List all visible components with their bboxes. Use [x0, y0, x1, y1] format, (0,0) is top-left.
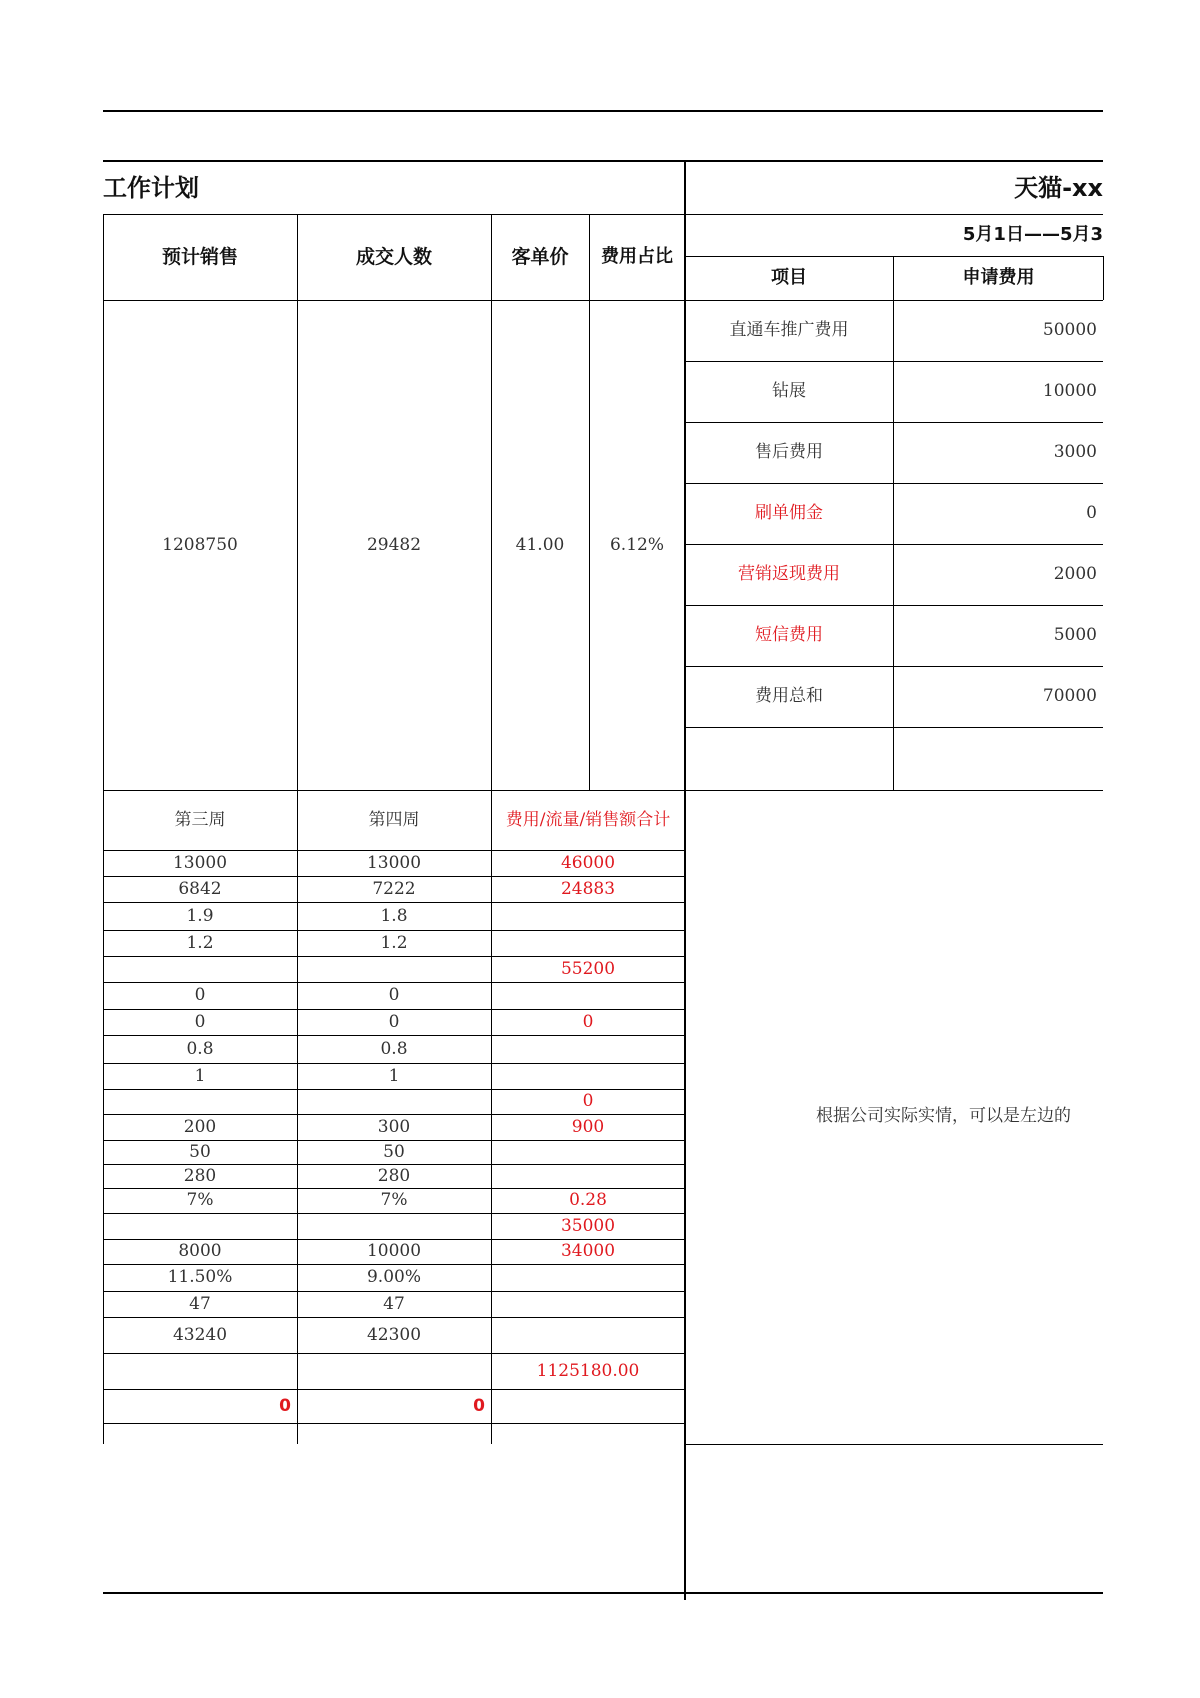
weekly-header-total: 费用/流量/销售额合计: [505, 809, 671, 830]
weekly-cell: 7222: [372, 878, 416, 899]
weekly-cell: [491, 1389, 685, 1423]
note-clip: [686, 1090, 1103, 1142]
weekly-cell: 1.8: [380, 905, 408, 926]
bottom-section-rule: [685, 1444, 1103, 1445]
date-range-clip: [686, 214, 1103, 256]
weekly-cell: [103, 1089, 297, 1114]
weekly-cell: [297, 1089, 491, 1114]
weekly-cell: [297, 956, 491, 982]
weekly-cell: 1.2: [186, 932, 214, 953]
weekly-cell: [491, 1035, 685, 1063]
header-item: 项目: [771, 267, 807, 289]
weekly-cell: 900: [571, 1116, 605, 1137]
weekly-cell: 42300: [366, 1324, 422, 1345]
weekly-cell: [297, 1213, 491, 1239]
weekly-cell: 1: [388, 1065, 400, 1086]
weekly-cell: [491, 1164, 685, 1188]
weekly-header-week4: 第四周: [368, 809, 420, 830]
cost-item-name: 费用总和: [755, 686, 823, 707]
weekly-cell: 47: [189, 1293, 211, 1314]
weekly-cell: 7%: [380, 1190, 408, 1211]
weekly-cell: 300: [377, 1116, 411, 1137]
top-rule: [103, 110, 1103, 112]
weekly-cell: [491, 1317, 685, 1353]
weekly-cell: 8000: [178, 1241, 222, 1262]
weekly-cell: 13000: [172, 852, 228, 873]
weekly-cell: 6842: [178, 878, 222, 899]
cost-item-value: 0: [1086, 503, 1097, 524]
summary-deal-count: 29482: [366, 534, 422, 555]
weekly-cell: 1125180.00: [536, 1360, 640, 1381]
weekly-cell: [491, 1291, 685, 1317]
weekly-cell: [103, 956, 297, 982]
weekly-cell: 200: [183, 1116, 217, 1137]
weekly-cell: 47: [383, 1293, 405, 1314]
weekly-cell: 9.00%: [366, 1267, 421, 1288]
weekly-cell: [491, 930, 685, 956]
cost-item-value: 70000: [1042, 686, 1097, 707]
weekly-cell: 280: [183, 1165, 217, 1186]
weekly-cell: 43240: [172, 1324, 228, 1345]
weekly-cell: 34000: [560, 1241, 616, 1262]
note-text: 根据公司实际实情，可以是左边的: [816, 1105, 1071, 1126]
weekly-cell: 0: [388, 985, 400, 1006]
weekly-cell: 50: [189, 1141, 211, 1162]
weekly-cell: [491, 1140, 685, 1164]
header-deal-count: 成交人数: [355, 245, 432, 268]
weekly-cell: 0: [194, 985, 206, 1006]
weekly-cell: 11.50%: [167, 1267, 233, 1288]
cost-item-value: 2000: [1053, 564, 1097, 585]
header-cost-ratio: 费用占比: [601, 246, 673, 268]
cost-item-name: 直通车推广费用: [729, 320, 849, 341]
weekly-cell: [491, 1264, 685, 1291]
cost-item-name: 钻展: [772, 381, 806, 402]
weekly-cell: 24883: [560, 878, 616, 899]
weekly-cell: 280: [377, 1165, 411, 1186]
cost-item-name: 售后费用: [755, 442, 823, 463]
weekly-cell: [491, 902, 685, 930]
header-requested-cost: 申请费用: [962, 267, 1035, 289]
cost-item-value: 3000: [1053, 442, 1097, 463]
store-title: 天猫-xx: [1014, 173, 1103, 202]
weekly-cell: 1.2: [380, 932, 408, 953]
weekly-header-week3: 第三周: [174, 809, 226, 830]
bottom-rule: [103, 1592, 1103, 1594]
weekly-cell: 10000: [366, 1241, 422, 1262]
weekly-cell: 0: [473, 1395, 485, 1416]
summary-expected-sales: 1208750: [162, 534, 238, 555]
weekly-cell: 0: [582, 1011, 594, 1032]
weekly-cell: 0.8: [380, 1038, 408, 1059]
weekly-cell: [297, 1353, 491, 1389]
cost-row-divider: [685, 727, 1103, 728]
cost-item-value: 50000: [1042, 320, 1097, 341]
weekly-cell: [491, 982, 685, 1009]
header-expected-sales: 预计销售: [161, 245, 238, 268]
cost-item-name: 营销返现费用: [738, 564, 840, 585]
work-plan-title: 工作计划: [103, 173, 199, 202]
weekly-cell: [491, 1063, 685, 1089]
weekly-cell: 0.8: [186, 1038, 214, 1059]
cost-item-name: 短信费用: [755, 625, 823, 646]
weekly-cell: 0: [279, 1395, 291, 1416]
weekly-cell: 7%: [186, 1190, 214, 1211]
weekly-cell: 55200: [560, 958, 616, 979]
weekly-cell: 13000: [366, 852, 422, 873]
cost-item-name: 刷单佣金: [755, 503, 823, 524]
weekly-cell: 50: [383, 1141, 405, 1162]
date-range: 5月1日——5月3: [962, 224, 1103, 246]
summary-unit-price: 41.00: [515, 534, 565, 555]
cost-item-value: 5000: [1053, 625, 1097, 646]
weekly-cell: 46000: [560, 852, 616, 873]
store-title-clip: [686, 162, 1103, 214]
weekly-cell: [103, 1353, 297, 1389]
weekly-row-divider: [103, 1423, 685, 1424]
summary-cost-ratio: 6.12%: [609, 534, 664, 555]
weekly-cell: 1: [194, 1065, 206, 1086]
weekly-cell: [103, 1213, 297, 1239]
weekly-cell: 0.28: [569, 1190, 607, 1211]
weekly-cell: 0: [582, 1091, 594, 1112]
weekly-cell: 35000: [560, 1215, 616, 1236]
weekly-cell: 0: [194, 1011, 206, 1032]
weekly-cell: 1.9: [186, 905, 214, 926]
cost-item-value: 10000: [1042, 381, 1097, 402]
right-col-end: [1103, 256, 1104, 300]
weekly-cell: 0: [388, 1011, 400, 1032]
header-unit-price: 客单价: [511, 245, 569, 268]
